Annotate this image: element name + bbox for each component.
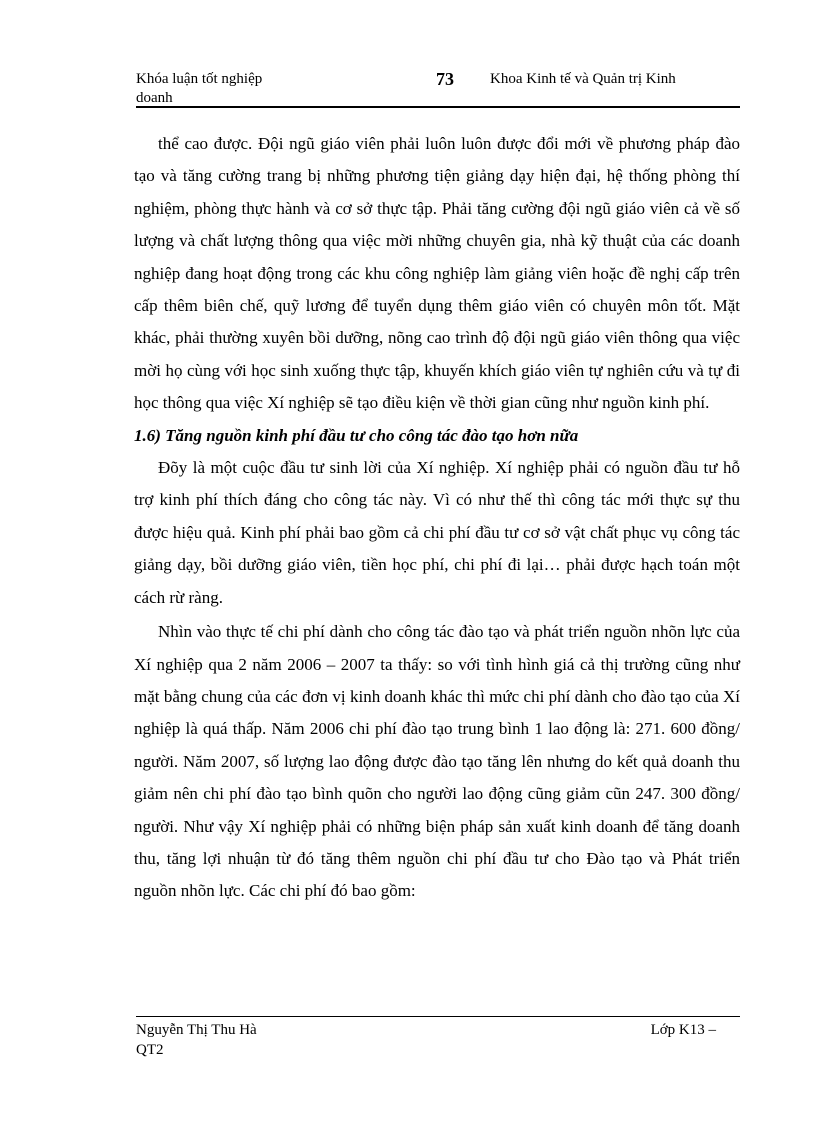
paragraph-2: Đõy là một cuộc đầu tư sinh lời của Xí nghiệp. Xí nghiệp phải có nguồn đầu tư hỗ trợ kinh phí thích đáng cho công tác này. Vì có như thế thì công tác mới thực sự thu được hiệu quả. Kinh phí phải bao gồm cả chi phí đầu tư cơ sở vật chất phục vụ công tác giảng dạy, bồi dưỡng giáo viên, tiền học phí, chi phí đi lại… phải được hạch toán một cách rừ ràng. — [134, 458, 740, 607]
header-rule — [136, 106, 740, 108]
header-right: Khoa Kinh tế và Quản trị Kinh — [490, 71, 676, 87]
header-left-line2: doanh — [136, 90, 173, 106]
footer-left — [136, 1020, 336, 1060]
class-label: Lớp K13 – — [650, 1022, 716, 1038]
page-header — [136, 68, 740, 106]
author-name: Nguyễn Thị Thu Hà — [136, 1022, 257, 1038]
page-number: 73 — [436, 69, 454, 89]
paragraph-continued: thể cao được. Đội ngũ giáo viên phải luôn luôn được đổi mới về phương pháp đào tạo và tăng cường trang bị những phương tiện giảng dạy hiện đại, hệ thống phòng thí nghiệm, phòng thực hành và cơ sở thực tập. Phải tăng cường đội ngũ giáo viên cả về số lượng và chất lượng thông qua việc mời những chuyên gia, nhà kỹ thuật của các doanh nghiệp đang hoạt động trong các khu công nghiệp làm giảng viên hoặc đề nghị cấp trên cấp thêm biên chế, quỹ lương để tuyển dụng thêm giáo viên có chuyên môn tốt. Mặt khác, phải thường xuyên bồi dưỡng, nõng cao trình độ đội ngũ giáo viên thông qua việc mời họ cùng với học sinh xuống thực tập, khuyến khích giáo viên tự nghiên cứu và tự đi học thông qua việc Xí nghiệp sẽ tạo điều kiện về thời gian cũng như nguồn kinh phí. — [134, 134, 740, 413]
footer-left-line2: QT2 — [136, 1042, 164, 1058]
header-left — [136, 70, 286, 108]
page-footer — [136, 1020, 740, 1064]
header-left-line1: Khóa luận tốt nghiệp — [136, 71, 263, 87]
section-heading: 1.6) Tăng nguồn kinh phí đầu tư cho công tác đào tạo hơn nữa — [134, 425, 579, 445]
paragraph-3: Nhìn vào thực tế chi phí dành cho công tác đào tạo và phát triển nguồn nhõn lực của Xí nghiệp qua 2 năm 2006 – 2007 ta thấy: so với tình hình giá cả thị trường cũng như mặt bằng chung của các đơn vị kinh doanh khác thì mức chi phí dành cho đào tạo của Xí nghiệp là quá thấp. Năm 2006 chi phí đào tạo trung bình 1 lao động là: 271. 600 đồng/ người. Năm 2007, số lượng lao động được đào tạo tăng lên nhưng do kết quả doanh thu giảm nên chi phí đào tạo bình quõn cho người lao động cũng giảm cũn 247. 300 đồng/ người. Như vậy Xí nghiệp phải có những biện pháp sản xuất kinh doanh để tăng doanh thu, tăng lợi nhuận từ đó tăng thêm nguồn chi phí đầu tư cho Đào tạo và Phát triển nguồn nhõn lực. Các chi phí đó bao gồm: — [134, 622, 740, 901]
page-content — [134, 128, 740, 908]
footer-rule — [136, 1016, 740, 1017]
